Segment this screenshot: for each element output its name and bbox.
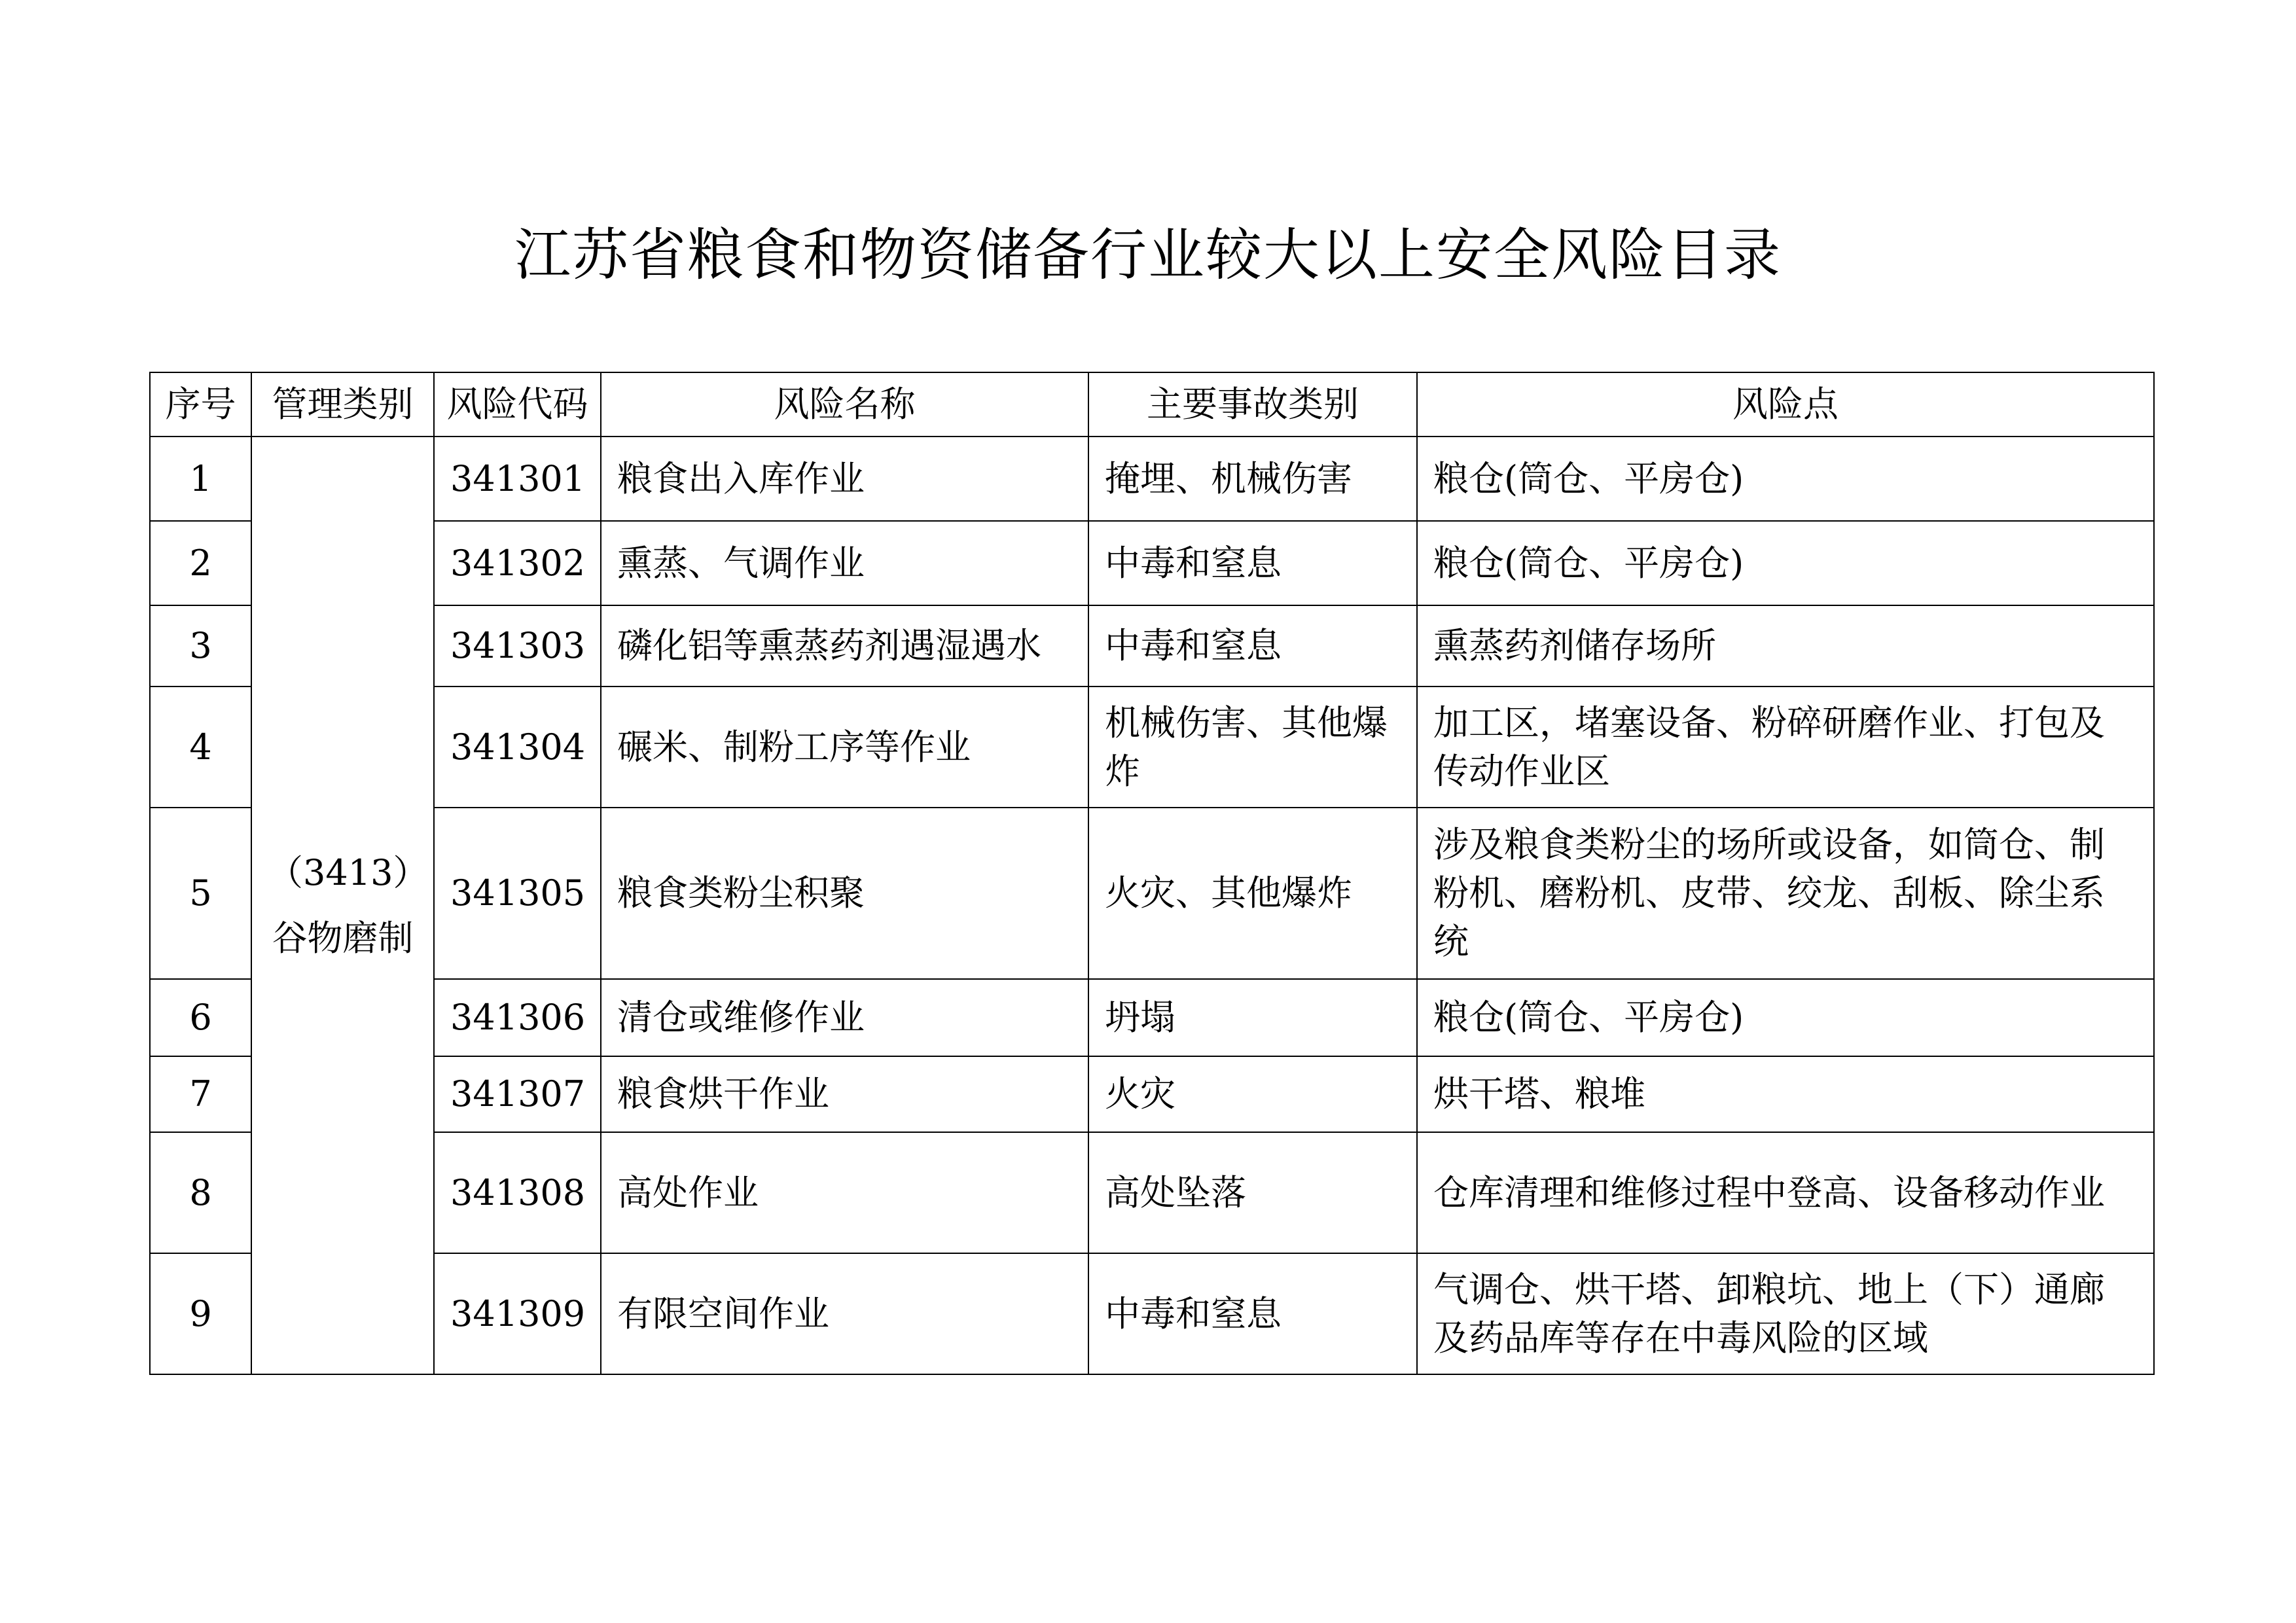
risk-point: 烘干塔、粮堆 [1417,1056,2154,1132]
risk-catalog-table [149,372,2155,1375]
risk-point: 气调仓、烘干塔、卸粮坑、地上（下）通廊及药品库等存在中毒风险的区域 [1417,1253,2154,1374]
accident-type: 坍塌 [1088,979,1417,1056]
accident-type: 中毒和窒息 [1088,521,1417,605]
risk-point: 粮仓(筒仓、平房仓) [1417,521,2154,605]
risk-code: 341302 [434,521,601,605]
row-no: 3 [150,605,251,687]
table-header-row [150,372,2154,437]
table-row [150,687,2154,808]
risk-code: 341308 [434,1132,601,1253]
category-cell [251,437,434,1374]
risk-name: 高处作业 [601,1132,1088,1253]
risk-code: 341301 [434,437,601,521]
header-no: 序号 [150,372,251,437]
row-no: 9 [150,1253,251,1374]
page-title: 江苏省粮食和物资储备行业较大以上安全风险目录 [514,223,1782,288]
risk-code: 341309 [434,1253,601,1374]
header-category: 管理类别 [251,372,434,437]
risk-name: 粮食烘干作业 [601,1056,1088,1132]
risk-name: 碾米、制粉工序等作业 [601,687,1088,808]
table-row [150,1253,2154,1374]
accident-type: 中毒和窒息 [1088,605,1417,687]
table-row [150,808,2154,979]
accident-type: 高处坠落 [1088,1132,1417,1253]
row-no: 8 [150,1132,251,1253]
risk-point: 熏蒸药剂储存场所 [1417,605,2154,687]
header-code: 风险代码 [434,372,601,437]
accident-type: 火灾、其他爆炸 [1088,808,1417,979]
row-no: 4 [150,687,251,808]
risk-point: 加工区，堵塞设备、粉碎研磨作业、打包及传动作业区 [1417,687,2154,808]
accident-type: 火灾 [1088,1056,1417,1132]
risk-point: 仓库清理和维修过程中登高、设备移动作业 [1417,1132,2154,1253]
table-row [150,605,2154,687]
risk-name: 熏蒸、气调作业 [601,521,1088,605]
header-point: 风险点 [1417,372,2154,437]
category-code: （3413） [268,851,429,893]
risk-point: 粮仓(筒仓、平房仓) [1417,979,2154,1056]
accident-type: 中毒和窒息 [1088,1253,1417,1374]
table-row [150,1132,2154,1253]
risk-point: 粮仓(筒仓、平房仓) [1417,437,2154,521]
risk-code: 341306 [434,979,601,1056]
risk-code: 341305 [434,808,601,979]
row-no: 1 [150,437,251,521]
risk-name: 有限空间作业 [601,1253,1088,1374]
accident-type: 机械伤害、其他爆炸 [1088,687,1417,808]
risk-name: 粮食类粉尘积聚 [601,808,1088,979]
row-no: 7 [150,1056,251,1132]
risk-code: 341307 [434,1056,601,1132]
row-no: 2 [150,521,251,605]
risk-point: 涉及粮食类粉尘的场所或设备，如筒仓、制粉机、磨粉机、皮带、绞龙、刮板、除尘系统 [1417,808,2154,979]
table-row [150,1056,2154,1132]
risk-name: 磷化铝等熏蒸药剂遇湿遇水 [601,605,1088,687]
risk-code: 341303 [434,605,601,687]
risk-name: 清仓或维修作业 [601,979,1088,1056]
table-row [150,979,2154,1056]
risk-name: 粮食出入库作业 [601,437,1088,521]
accident-type: 掩埋、机械伤害 [1088,437,1417,521]
table-row [150,437,2154,521]
header-accident: 主要事故类别 [1088,372,1417,437]
table-row [150,521,2154,605]
row-no: 5 [150,808,251,979]
category-name: 谷物磨制 [272,917,414,959]
risk-code: 341304 [434,687,601,808]
header-name: 风险名称 [601,372,1088,437]
row-no: 6 [150,979,251,1056]
